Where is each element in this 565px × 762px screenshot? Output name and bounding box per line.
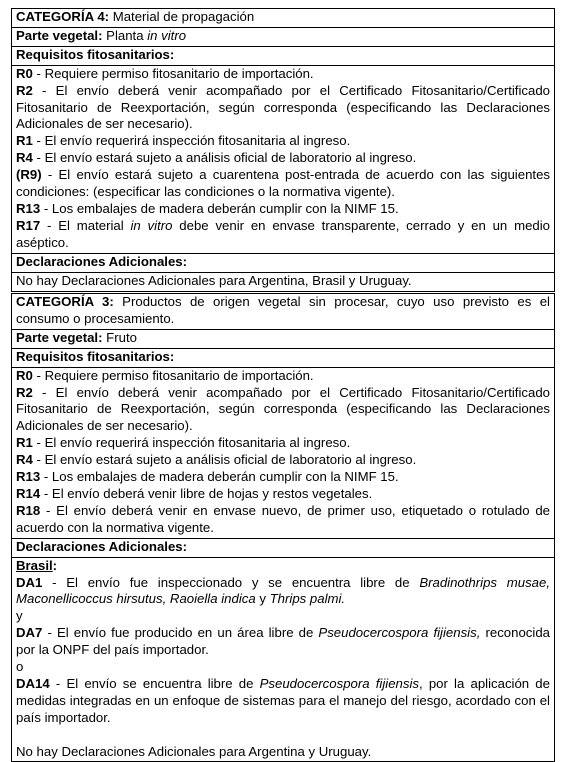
requirement-item: R4 - El envío estará sujeto a análisis oficial de laboratorio al ingreso. <box>16 150 417 166</box>
conjunction-o: o <box>16 659 24 675</box>
requirements-list <box>12 367 555 538</box>
da7-item: DA7 - El envío fue producido en un área libre de Pseudocercospora fijiensis, reconocida por la ONPF del país importador. <box>16 625 550 658</box>
requirement-item: R1 - El envío requerirá inspección fitosanitaria al ingreso. <box>16 435 351 451</box>
category-3-table <box>11 293 555 762</box>
category-heading: CATEGORÍA 3: Productos de origen vegetal sin procesar, cuyo uso previsto es el consumo o procesamiento. <box>12 294 555 330</box>
category-heading: CATEGORÍA 4: Material de propagación <box>12 9 555 28</box>
declaraciones-text: No hay Declaraciones Adicionales para Argentina y Uruguay. <box>16 743 372 759</box>
declaraciones-label-row: Declaraciones Adicionales: <box>12 253 555 272</box>
brasil-heading: Brasil: <box>16 557 58 573</box>
requirement-item: R18 - El envío deberá venir en envase nuevo, de primer uso, etiquetado o rotulado de acuerdo con la normativa vigente. <box>16 502 550 535</box>
parte-vegetal-row: Parte vegetal: Fruto <box>12 329 555 348</box>
declaraciones-body <box>12 557 555 762</box>
da14-item: DA14 - El envío se encuentra libre de Pseudocercospora fijiensis, por la aplicación de medidas integradas en un enfoque de sistemas para el manejo del riesgo, acordado con el país importador. <box>16 675 550 725</box>
requirement-item: R0 - Requiere permiso fitosanitario de importación. <box>16 65 314 81</box>
declaraciones-label-row: Declaraciones Adicionales: <box>12 538 555 557</box>
requirement-item: R17 - El material in vitro debe venir en envase transparente, cerrado y en un medio aséptico. <box>16 217 550 250</box>
requirement-item: R4 - El envío estará sujeto a análisis oficial de laboratorio al ingreso. <box>16 452 417 468</box>
requirement-item: R1 - El envío requerirá inspección fitosanitaria al ingreso. <box>16 133 351 149</box>
declaraciones-text-row: No hay Declaraciones Adicionales para Argentina, Brasil y Uruguay. <box>12 272 555 291</box>
requirement-item: R0 - Requiere permiso fitosanitario de importación. <box>16 367 314 383</box>
requirement-item: R13 - Los embalajes de madera deberán cumplir con la NIMF 15. <box>16 469 399 485</box>
spacer <box>16 727 550 744</box>
requirement-item: R14 - El envío deberá venir libre de hojas y restos vegetales. <box>16 485 373 501</box>
parte-vegetal-row: Parte vegetal: Planta in vitro <box>12 27 555 46</box>
category-4-table <box>11 8 555 292</box>
requirement-item: R2 - El envío deberá venir acompañado por el Certificado Fitosanitario/Certificado Fitosanitario de Reexportación, según corresponda (especificando las Declaraciones Adicionales de ser necesario). <box>16 82 550 132</box>
requirements-list <box>12 65 555 253</box>
requirement-item: R2 - El envío deberá venir acompañado por el Certificado Fitosanitario/Certificado Fitosanitario de Reexportación, según corresponda (especificando las Declaraciones Adicionales de ser necesario). <box>16 384 550 434</box>
da1-item: DA1 - El envío fue inspeccionado y se encuentra libre de Bradinothrips musae, Maconellicoccus hirsutus, Raoiella indica y Thrips palmi. <box>16 574 550 607</box>
requisitos-label-row: Requisitos fitosanitarios: <box>12 46 555 65</box>
requirement-item: R13 - Los embalajes de madera deberán cumplir con la NIMF 15. <box>16 200 399 216</box>
requisitos-label-row: Requisitos fitosanitarios: <box>12 348 555 367</box>
requirement-item: (R9) - El envío estará sujeto a cuarentena post-entrada de acuerdo con las siguientes condiciones: (especificar las condiciones o la normativa vigente). <box>16 167 550 200</box>
conjunction-y: y <box>16 608 23 624</box>
